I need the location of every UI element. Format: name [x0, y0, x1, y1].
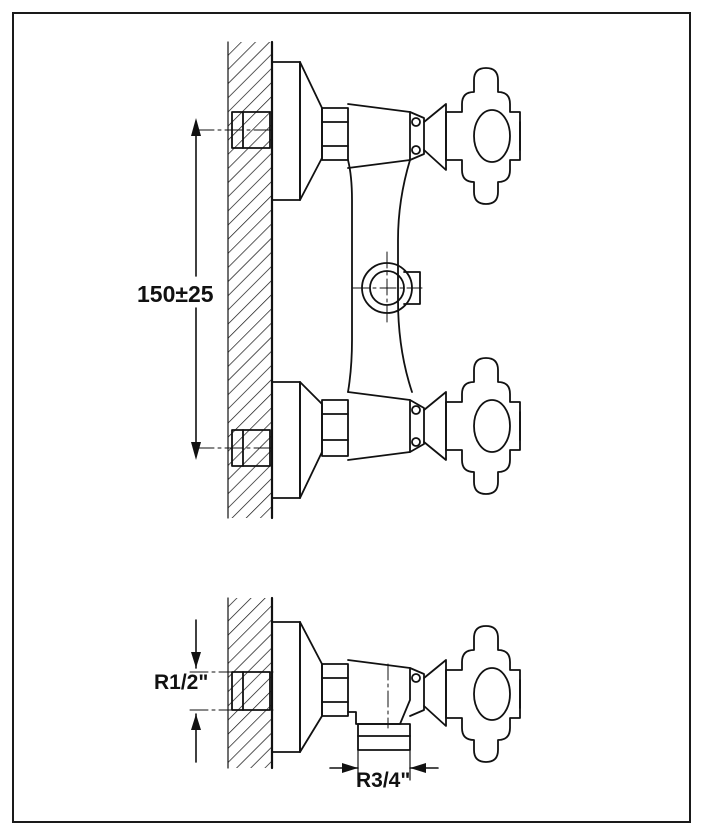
wall-hatch-front [228, 42, 272, 518]
upper-valve-arm [348, 104, 446, 170]
lower-hex-nut [322, 400, 348, 456]
side-outlet-spigot [358, 724, 410, 750]
upper-cross-handle [446, 68, 520, 204]
mixer-body-front [348, 160, 412, 392]
lower-cross-handle [446, 358, 520, 494]
dimension-label-center-distance: 150±25 [137, 281, 214, 307]
dimension-label-outlet-thread: R3/4" [356, 769, 411, 792]
upper-hex-nut [322, 108, 348, 160]
side-hex-nut [322, 664, 348, 716]
upper-escutcheon [272, 62, 322, 200]
side-cross-handle [446, 626, 520, 762]
side-escutcheon [272, 622, 322, 752]
wall-hatch-side [228, 598, 272, 768]
spout-outlet-boss [353, 252, 422, 324]
dimension-label-inlet-thread: R1/2" [154, 671, 209, 694]
lower-valve-arm [348, 392, 446, 460]
lower-escutcheon [272, 382, 322, 498]
side-valve-arm [348, 660, 446, 728]
